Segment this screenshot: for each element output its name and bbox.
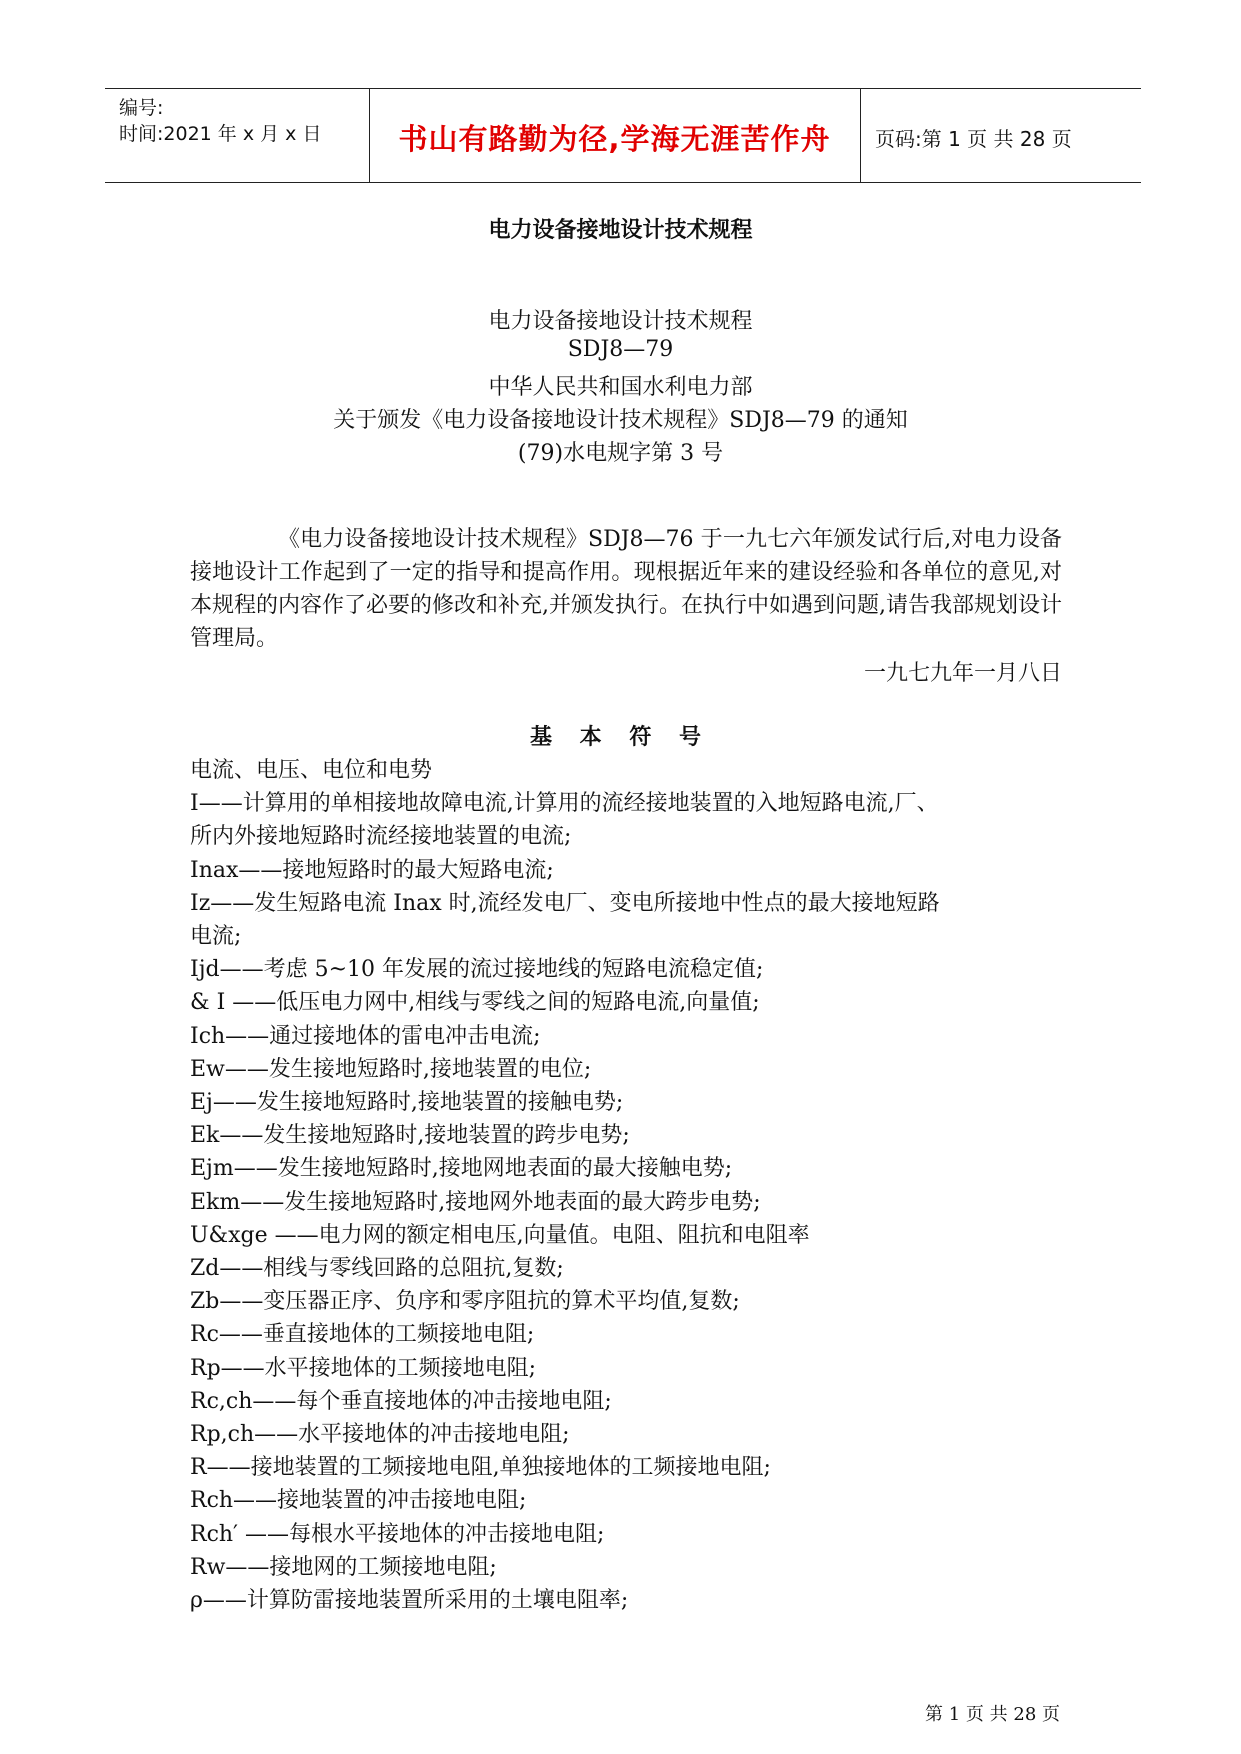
symbol-line: Ej——发生接地短路时,接地装置的接触电势; [190, 1090, 624, 1116]
symbol-line: Iz——发生短路电流 Inax 时,流经发电厂、变电所接地中性点的最大接地短路 [190, 890, 940, 916]
header-motto: 书山有路勤为径,学海无涯苦作舟 [398, 122, 831, 156]
symbol-line: I——计算用的单相接地故障电流,计算用的流经接地装置的入地短路电流,厂、 [190, 791, 939, 817]
notice-line: 电力设备接地设计技术规程 [488, 309, 753, 334]
symbol-line: Zd——相线与零线回路的总阻抗,复数; [190, 1256, 564, 1282]
page-footer: 第 1 页 共 28 页 [925, 1704, 1060, 1725]
header-meta [119, 95, 321, 147]
header-table [105, 88, 1141, 183]
header-page-info: 页码:第 1 页 共 28 页 [875, 127, 1072, 151]
header-divider [860, 89, 861, 182]
notice-date: 一九七九年一月八日 [863, 661, 1062, 686]
notice-line: SDJ8—79 [567, 337, 674, 362]
symbol-line: Rp——水平接地体的工频接地电阻; [190, 1355, 537, 1381]
symbol-line: ρ——计算防雷接地装置所采用的土壤电阻率; [190, 1588, 629, 1614]
number-label: 编号: [119, 97, 164, 119]
symbol-line: 电流; [190, 924, 242, 950]
document-title: 电力设备接地设计技术规程 [488, 218, 753, 243]
symbol-line: Ijd——考虑 5~10 年发展的流过接地线的短路电流稳定值; [190, 957, 764, 983]
symbol-list [190, 754, 1070, 1617]
symbol-line: R——接地装置的工频接地电阻,单独接地体的工频接地电阻; [190, 1455, 771, 1481]
symbol-line: 所内外接地短路时流经接地装置的电流; [190, 824, 572, 850]
time-label: 时间:2021 年 x 月 x 日 [119, 123, 322, 145]
notice-line: 中华人民共和国水利电力部 [488, 375, 753, 400]
symbol-line: Inax——接地短路时的最大短路电流; [190, 857, 554, 883]
symbol-line: Ew——发生接地短路时,接地装置的电位; [190, 1056, 592, 1082]
symbol-line: Rc——垂直接地体的工频接地电阻; [190, 1322, 535, 1348]
symbol-line: Rch——接地装置的冲击接地电阻; [190, 1488, 527, 1514]
notice-line: (79)水电规字第 3 号 [517, 441, 724, 466]
symbol-line: Zb——变压器正序、负序和零序阻抗的算术平均值,复数; [190, 1289, 740, 1315]
symbol-line: U&xge ——电力网的额定相电压,向量值。电阻、阻抗和电阻率 [190, 1222, 810, 1248]
symbol-line: & I ——低压电力网中,相线与零线之间的短路电流,向量值; [190, 990, 760, 1016]
symbol-line: Rc,ch——每个垂直接地体的冲击接地电阻; [190, 1388, 612, 1414]
notice-paragraph: 《电力设备接地设计技术规程》SDJ8—76 于一九七六年颁发试行后,对电力设备接地设计工作起到了一定的指导和提高作用。现根据近年来的建设经验和各单位的意见,对本规程的内容作了必要的修改和补充,并颁发执行。在执行中如遇到问题,请告我部规划设计管理局。 [190, 527, 1062, 651]
symbols-heading: 基 本 符 号 [530, 725, 711, 750]
notice-line: 关于颁发《电力设备接地设计技术规程》SDJ8—79 的通知 [333, 408, 908, 433]
symbol-line: Ek——发生接地短路时,接地装置的跨步电势; [190, 1123, 630, 1149]
symbol-line: 电流、电压、电位和电势 [190, 758, 433, 783]
symbol-line: Rch′ ——每根水平接地体的冲击接地电阻; [190, 1521, 605, 1547]
symbol-line: Ejm——发生接地短路时,接地网地表面的最大接触电势; [190, 1156, 733, 1182]
symbol-line: Ekm——发生接地短路时,接地网外地表面的最大跨步电势; [190, 1189, 761, 1215]
symbol-line: Ich——通过接地体的雷电冲击电流; [190, 1023, 541, 1049]
symbol-line: Rp,ch——水平接地体的冲击接地电阻; [190, 1422, 570, 1448]
symbol-line: Rw——接地网的工频接地电阻; [190, 1554, 497, 1580]
